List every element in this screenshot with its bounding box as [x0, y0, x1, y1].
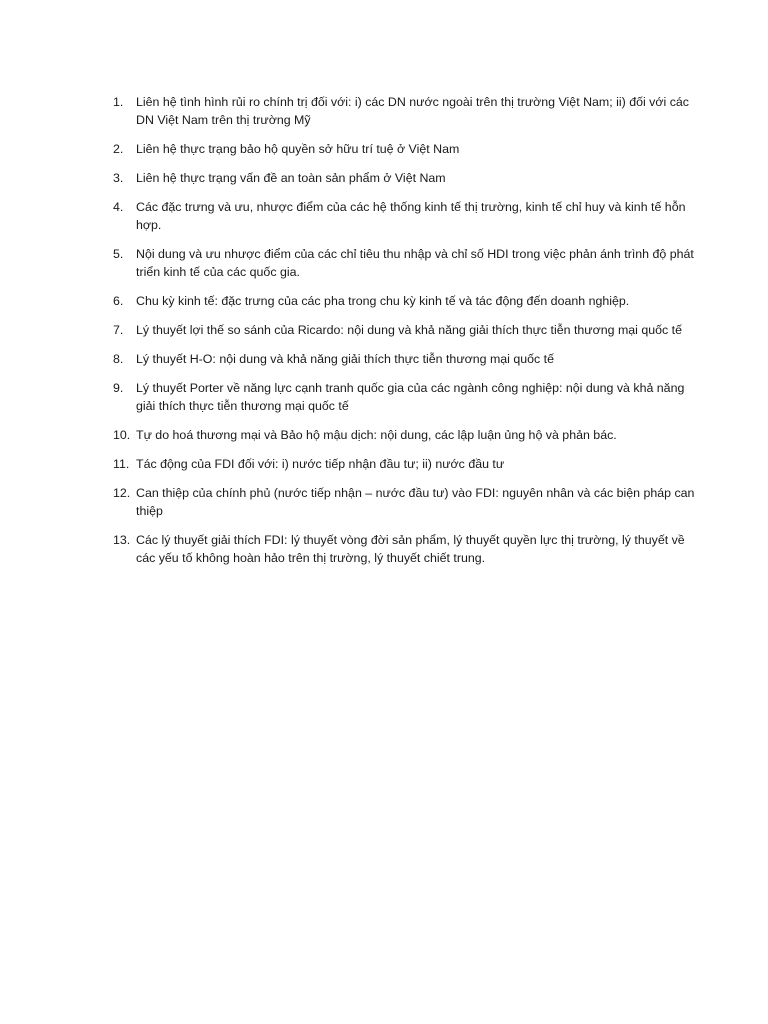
list-item-number: 9. [113, 381, 124, 395]
list-item [113, 198, 695, 234]
list-item-text: Lý thuyết H-O: nội dung và khả năng giải thích thực tiễn thương mại quốc tế [136, 352, 555, 366]
list-item-number: 11. [113, 457, 130, 471]
list-item-number: 13. [113, 533, 131, 547]
question-list [113, 93, 695, 578]
list-item [113, 140, 695, 158]
list-item [113, 484, 695, 520]
list-item-text: Tự do hoá thương mại và Bảo hộ mậu dịch: nội dung, các lập luận ủng hộ và phản bác. [136, 428, 617, 442]
list-item-number: 4. [113, 200, 124, 214]
list-item-text: Các đặc trưng và ưu, nhược điểm của các hệ thống kinh tế thị trường, kinh tế chỉ huy và kinh tế hỗn hợp. [136, 200, 686, 232]
list-item-text: Nội dung và ưu nhược điểm của các chỉ tiêu thu nhập và chỉ số HDI trong việc phản ánh trình độ phát triển kinh tế của các quốc gia. [136, 247, 694, 279]
list-item [113, 169, 695, 187]
list-item-text: Các lý thuyết giải thích FDI: lý thuyết vòng đời sản phẩm, lý thuyết quyền lực thị trường, lý thuyết về các yếu tố không hoàn hảo trên thị trường, lý thuyết chiết trung. [136, 533, 685, 565]
list-item [113, 531, 695, 567]
list-item-number: 3. [113, 171, 124, 185]
list-item [113, 455, 695, 473]
list-item-number: 5. [113, 247, 124, 261]
list-item [113, 426, 695, 444]
list-item-text: Lý thuyết Porter về năng lực cạnh tranh quốc gia của các ngành công nghiệp: nội dung và khả năng giải thích thực tiễn thương mại quốc tế [136, 381, 685, 413]
list-item-text: Tác động của FDI đối với: i) nước tiếp nhận đầu tư; ii) nước đầu tư [136, 457, 505, 471]
list-item [113, 245, 695, 281]
list-item [113, 379, 695, 415]
list-item-number: 10. [113, 428, 131, 442]
list-item-number: 8. [113, 352, 124, 366]
list-item-text: Liên hệ tình hình rủi ro chính trị đối với: i) các DN nước ngoài trên thị trường Việt Nam; ii) đối với các DN Việt Nam trên thị trường Mỹ [136, 95, 689, 127]
list-item-number: 6. [113, 294, 124, 308]
list-item-text: Can thiệp của chính phủ (nước tiếp nhận – nước đầu tư) vào FDI: nguyên nhân và các biện pháp can thiệp [136, 486, 695, 518]
list-item [113, 292, 695, 310]
list-item-text: Lý thuyết lợi thế so sánh của Ricardo: nội dung và khả năng giải thích thực tiễn thương mại quốc tế [136, 323, 682, 337]
list-item-number: 1. [113, 95, 124, 109]
list-item-text: Liên hệ thực trạng bảo hộ quyền sở hữu trí tuệ ở Việt Nam [136, 142, 460, 156]
list-item [113, 321, 695, 339]
list-item-number: 7. [113, 323, 124, 337]
list-item-text: Chu kỳ kinh tế: đặc trưng của các pha trong chu kỳ kinh tế và tác động đến doanh nghiệp. [136, 294, 630, 308]
list-item [113, 350, 695, 368]
list-item-number: 12. [113, 486, 131, 500]
list-item-text: Liên hệ thực trạng vấn đề an toàn sản phẩm ở Việt Nam [136, 171, 446, 185]
list-item [113, 93, 695, 129]
list-item-number: 2. [113, 142, 124, 156]
